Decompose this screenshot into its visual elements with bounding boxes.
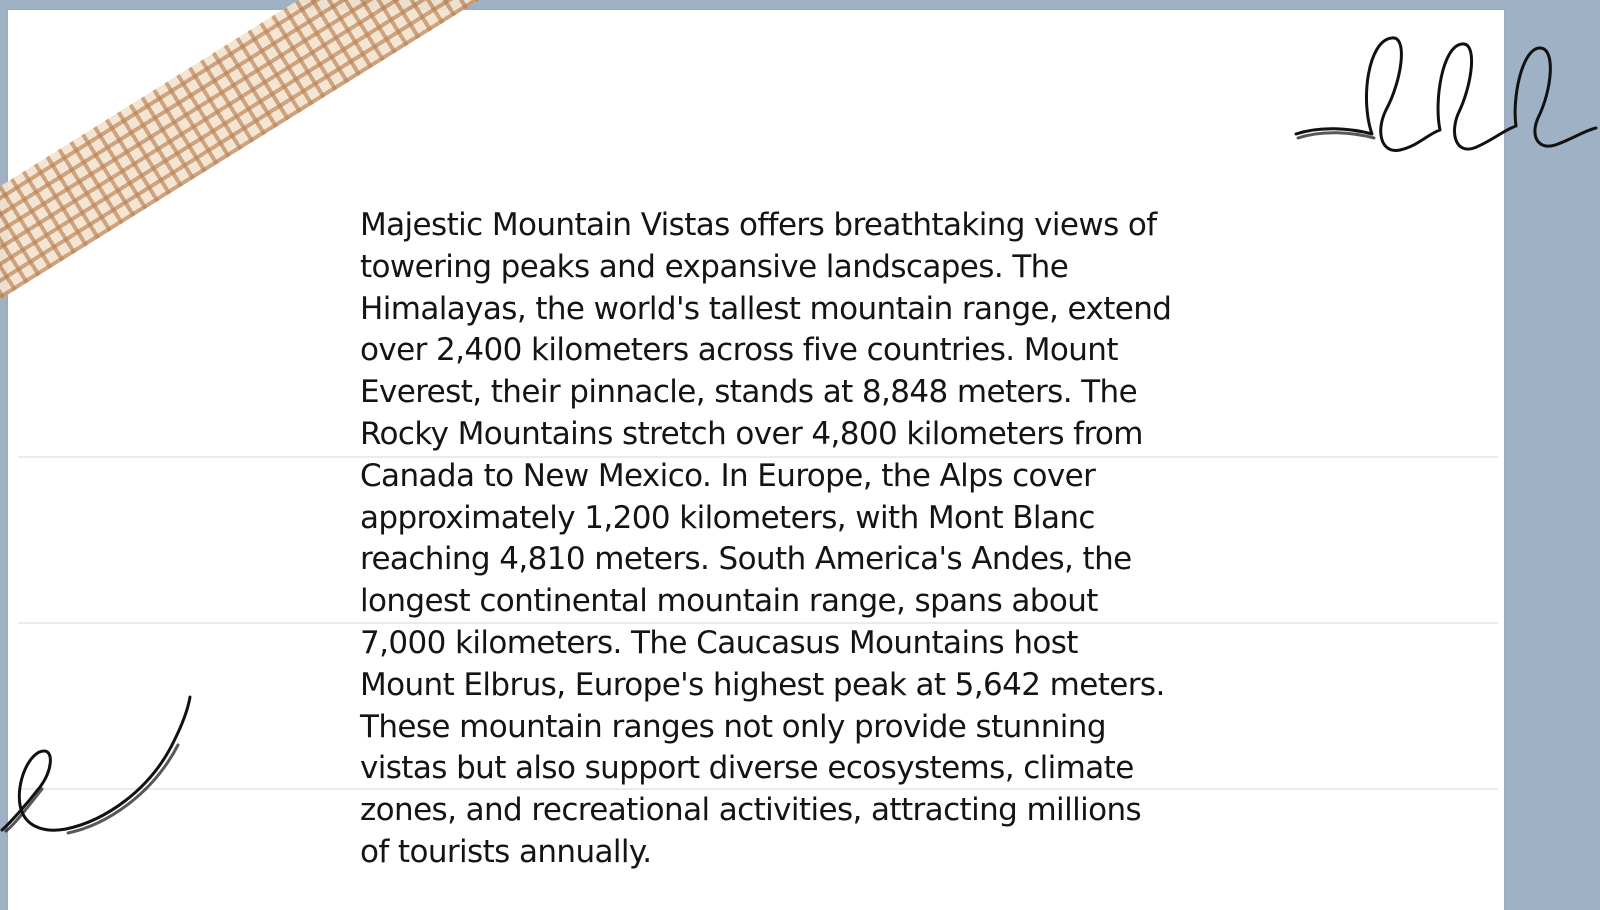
text-line: Everest, their pinnacle, stands at 8,848 meters. The: [360, 374, 1138, 411]
text-line: vistas but also support diverse ecosystems, climate: [360, 750, 1134, 787]
text-line: over 2,400 kilometers across five countries. Mount: [360, 332, 1118, 369]
text-line: approximately 1,200 kilometers, with Mont Blanc: [360, 499, 1095, 536]
text-line: 7,000 kilometers. The Caucasus Mountains host: [360, 624, 1078, 661]
loop-scribble-icon: [1290, 30, 1600, 170]
text-line: These mountain ranges not only provide stunning: [360, 708, 1106, 745]
text-line: longest continental mountain range, spans about: [360, 583, 1098, 620]
text-line: Himalayas, the world's tallest mountain range, extend: [360, 290, 1172, 327]
text-line: of tourists annually.: [360, 833, 652, 870]
text-line: Mount Elbrus, Europe's highest peak at 5,642 meters.: [360, 666, 1165, 703]
text-line: reaching 4,810 meters. South America's Andes, the: [360, 541, 1132, 578]
body-paragraph: [360, 205, 1260, 874]
text-line: Rocky Mountains stretch over 4,800 kilometers from: [360, 415, 1143, 452]
text-line: zones, and recreational activities, attracting millions: [360, 792, 1142, 829]
text-line: Canada to New Mexico. In Europe, the Alps cover: [360, 457, 1096, 494]
check-scribble-icon: [0, 695, 200, 855]
text-line: Majestic Mountain Vistas offers breathtaking views of: [360, 207, 1157, 243]
text-line: towering peaks and expansive landscapes. The: [360, 248, 1069, 285]
